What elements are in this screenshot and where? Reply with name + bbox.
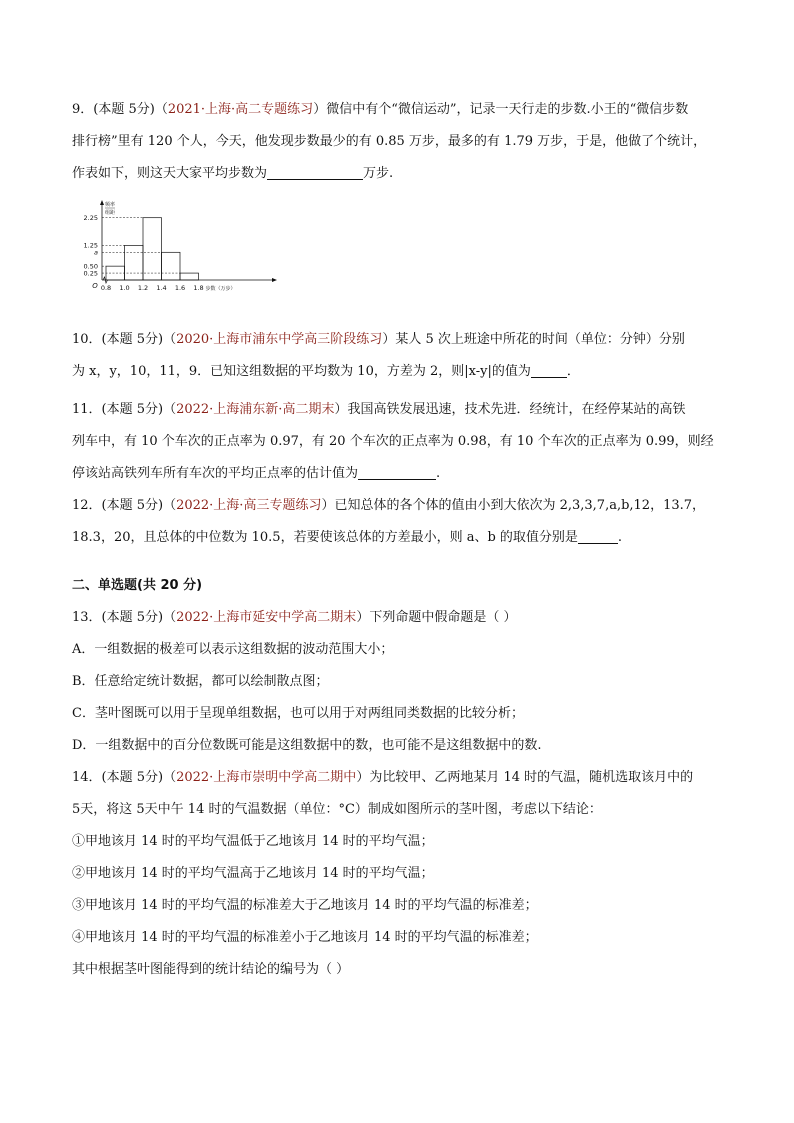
q11-text-3: 停该站高铁列车所有车次的平均正点率的估计值为 bbox=[72, 466, 359, 481]
q12-prefix: 12．(本题 5分)（ bbox=[72, 498, 177, 513]
y-tick-label: 1.25 bbox=[83, 241, 98, 250]
histogram-bar bbox=[180, 273, 199, 280]
q10-text-1: ）某人 5 次上班途中所花的时间（单位：分钟）分别 bbox=[382, 332, 685, 347]
histogram-bar bbox=[125, 245, 144, 280]
q13-text-1: ）下列命题中假命题是（ ） bbox=[356, 610, 517, 625]
q12-text-1: ）已知总体的各个体的值由小到大依次为 2,3,3,7,a,b,12，13.7， bbox=[321, 498, 706, 513]
x-tick-label: 1.2 bbox=[137, 284, 149, 292]
q13-option-a[interactable]: A．一组数据的极差可以表示这组数据的波动范围大小； bbox=[72, 642, 394, 657]
q13-option-d[interactable]: D．一组数据中的百分位数既可能是这组数据中的数，也可能不是这组数据中的数. bbox=[72, 738, 542, 753]
q10-line-2 bbox=[72, 362, 580, 382]
q9-text-1: ）微信中有个“微信运动”，记录一天行走的步数.小王的“微信步数 bbox=[313, 102, 689, 117]
q9-text-3: 作表如下，则这天大家平均步数为 bbox=[72, 166, 268, 181]
x-axis-arrow bbox=[272, 278, 277, 282]
q14-line-2: 5天，将这 5天中午 14 时的气温数据（单位：°C）制成如图所示的茎叶图，考虑以下结论： bbox=[72, 802, 602, 817]
q14-prefix: 14．(本题 5分)（ bbox=[72, 770, 177, 785]
y-tick-label: 0.25 bbox=[83, 269, 98, 278]
histogram-layer bbox=[84, 200, 277, 292]
q11-answer-blank[interactable] bbox=[358, 465, 436, 480]
q14-item-2: ②甲地该月 14 时的平均气温高于乙地该月 14 时的平均气温； bbox=[72, 866, 434, 881]
q14-closing: 其中根据茎叶图能得到的统计结论的编号为（ ） bbox=[72, 962, 350, 977]
q10-text-2-end: ． bbox=[566, 364, 580, 379]
q11-line-2: 列车中，有 10 个车次的正点率为 0.97，有 20 个车次的正点率为 0.98，有 10 个车次的正点率为 0.99，则经 bbox=[72, 434, 714, 449]
q12-line-1 bbox=[72, 496, 705, 516]
q10-answer-blank[interactable] bbox=[531, 363, 567, 378]
q10-source: 2020·上海市浦东中学高三阶段练习 bbox=[176, 332, 383, 347]
y-tick-label: 2.25 bbox=[83, 213, 98, 222]
q14-item-3: ③甲地该月 14 时的平均气温的标准差大于乙地该月 14 时的平均气温的标准差； bbox=[72, 898, 538, 913]
q10-line-1 bbox=[72, 330, 685, 350]
q14-item-1: ①甲地该月 14 时的平均气温低于乙地该月 14 时的平均气温； bbox=[72, 834, 434, 849]
y-label-top: 频率 bbox=[104, 202, 116, 208]
q12-answer-blank[interactable] bbox=[578, 529, 618, 544]
histogram-bar bbox=[106, 266, 125, 280]
x-tick-label: 1.4 bbox=[156, 284, 167, 292]
y-tick-label: 0.50 bbox=[83, 262, 98, 271]
q13-option-c[interactable]: C．茎叶图既可以用于呈现单组数据，也可以用于对两组同类数据的比较分析； bbox=[72, 706, 524, 721]
x-tick-label: 1.0 bbox=[119, 284, 130, 292]
histogram-bar bbox=[143, 218, 162, 280]
q9-line-2: 排行榜”里有 120 个人，今天，他发现步数最少的有 0.85 万步，最多的有 1.79 万步，于是，他做了个统计， bbox=[72, 134, 707, 149]
q12-text-2-end: . bbox=[617, 530, 623, 545]
x-tick-label: 1.6 bbox=[174, 284, 186, 292]
q9-prefix: 9．(本题 5分)（ bbox=[72, 102, 168, 117]
q14-item-4: ④甲地该月 14 时的平均气温的标准差小于乙地该月 14 时的平均气温的标准差； bbox=[72, 930, 538, 945]
y-tick-label: a bbox=[94, 248, 98, 257]
q14-line-1 bbox=[72, 768, 693, 788]
q12-source: 2022·上海·高三专题练习 bbox=[176, 498, 322, 513]
q13-prefix: 13．(本题 5分)（ bbox=[72, 610, 177, 625]
section-heading: 二、单选题(共 20 分) bbox=[72, 578, 203, 593]
y-axis-arrow bbox=[100, 200, 104, 205]
q11-text-1: ）我国高铁发展迅速，技术先进．经统计，在经停某站的高铁 bbox=[334, 402, 686, 417]
x-axis-label: 步数（万步） bbox=[205, 286, 236, 292]
histogram-bar bbox=[162, 252, 181, 280]
histogram-chart bbox=[72, 196, 292, 311]
q11-text-3-end: . bbox=[436, 466, 441, 481]
q9-line-3 bbox=[72, 164, 393, 184]
q11-source: 2022·上海浦东新·高二期末 bbox=[176, 402, 335, 417]
q13-source: 2022·上海市延安中学高二期末 bbox=[176, 610, 357, 625]
q14-text-1: ）为比较甲、乙两地某月 14 时的气温，随机选取该月中的 bbox=[356, 770, 694, 785]
q13-line-1 bbox=[72, 608, 516, 628]
q9-text-3-end: 万步. bbox=[363, 166, 394, 181]
q14-source: 2022·上海市崇明中学高二期中 bbox=[176, 770, 357, 785]
x-tick-label: 1.8 bbox=[193, 284, 204, 292]
q11-line-3 bbox=[72, 464, 440, 484]
y-label-bottom: 组距 bbox=[104, 210, 116, 216]
q10-prefix: 10．(本题 5分)（ bbox=[72, 332, 177, 347]
q11-prefix: 11．(本题 5分)（ bbox=[72, 402, 177, 417]
q12-text-2: 18.3，20，且总体的中位数为 10.5，若要使该总体的方差最小，则 a、b 的取值分别是 bbox=[72, 530, 578, 545]
x-tick-label: 0.8 bbox=[100, 284, 112, 292]
q9-source: 2021·上海·高二专题练习 bbox=[167, 102, 314, 117]
q9-line-1 bbox=[72, 100, 688, 120]
q11-line-1 bbox=[72, 400, 685, 420]
q9-answer-blank[interactable] bbox=[267, 165, 363, 180]
q12-line-2 bbox=[72, 528, 622, 548]
origin-label: O bbox=[92, 282, 98, 290]
q13-option-b[interactable]: B．任意给定统计数据，都可以绘制散点图； bbox=[72, 674, 329, 689]
q10-text-2: 为 x，y，10，11，9．已知这组数据的平均数为 10，方差为 2，则|x-y|的值为 bbox=[72, 364, 531, 379]
